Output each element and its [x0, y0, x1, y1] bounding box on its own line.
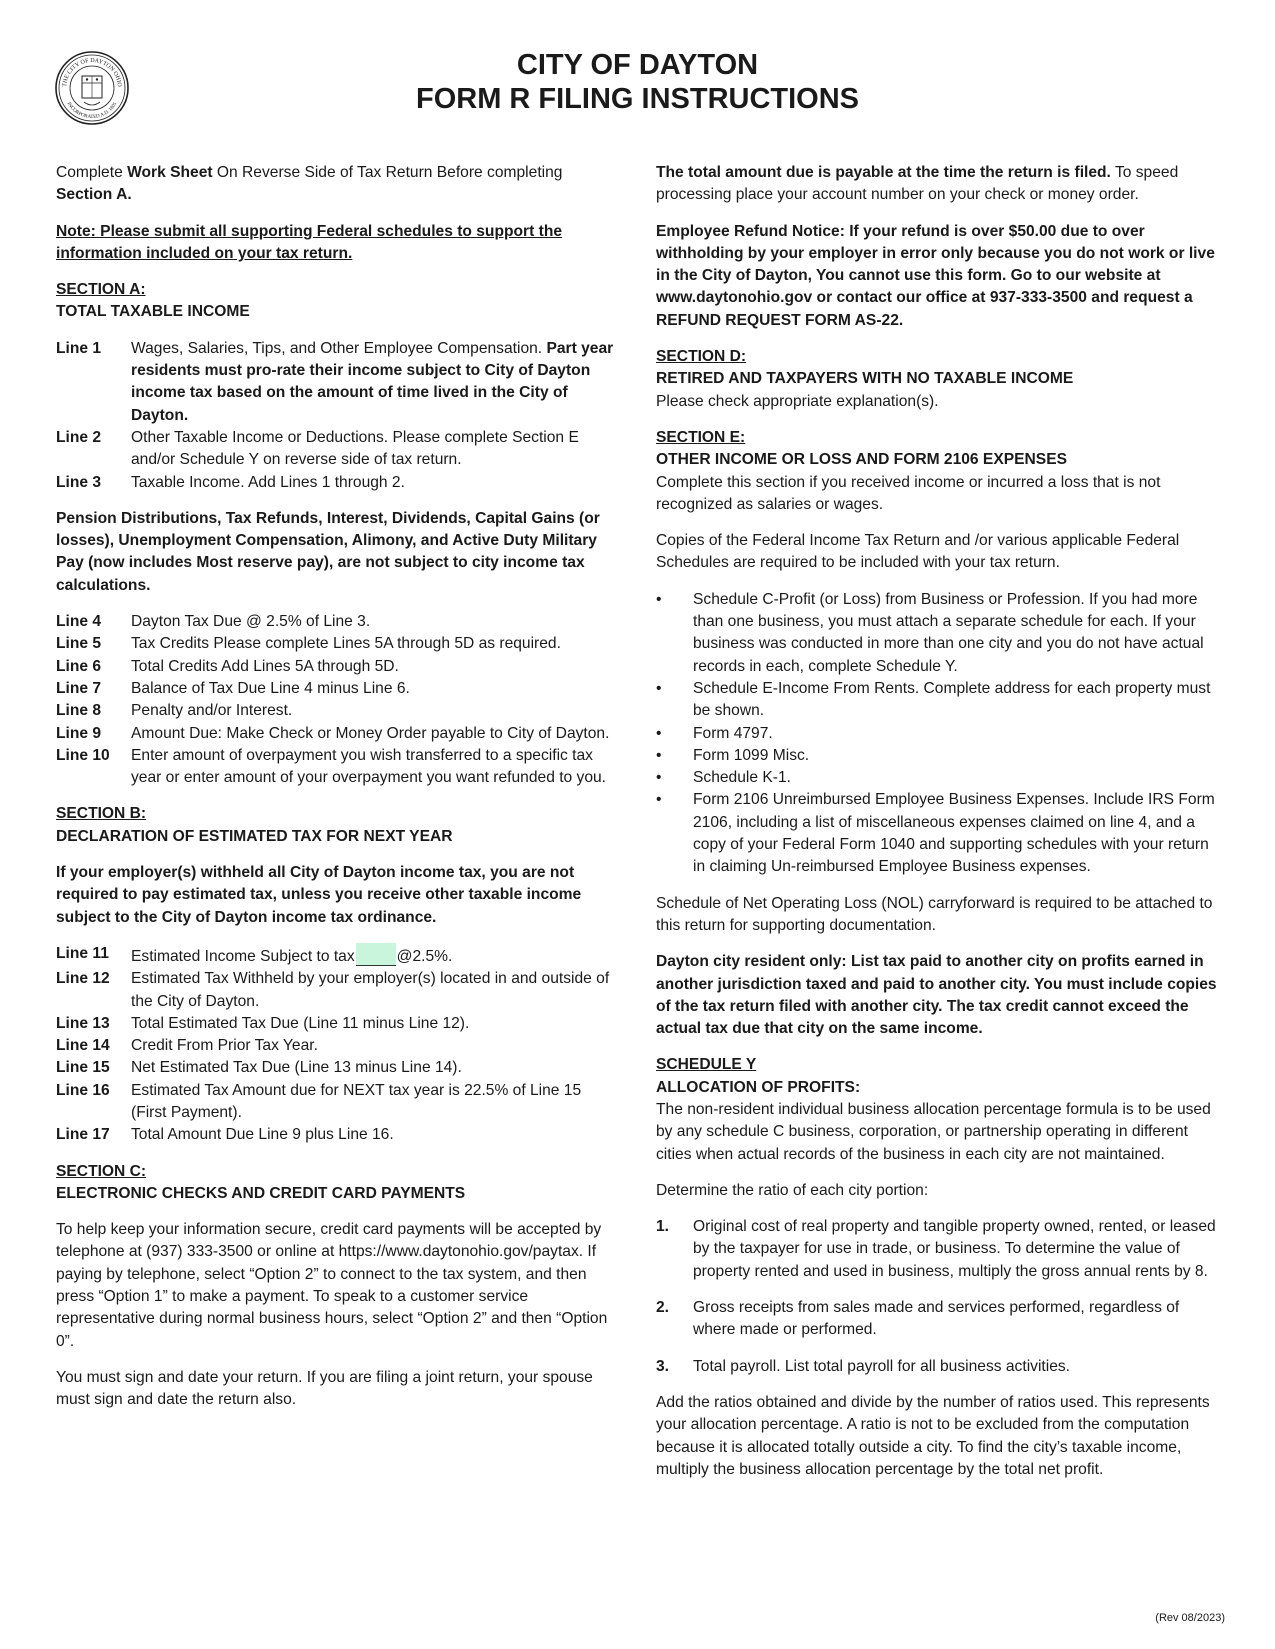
- list-item: 2. Gross receipts from sales made and services performed, regardless of where made or performed.: [656, 1299, 1180, 1339]
- section-b-heading: SECTION B: DECLARATION OF ESTIMATED TAX FOR NEXT YEAR: [56, 805, 453, 845]
- list-item: Line 13 Total Estimated Tax Due (Line 11 minus Line 12).: [56, 1014, 470, 1032]
- section-b-lines: [56, 943, 616, 1147]
- list-item: • Schedule E-Income From Rents. Complete address for each property must be shown.: [656, 679, 1211, 720]
- list-item: Line 16 Estimated Tax Amount due for NEXT tax year is 22.5% of Line 15 (First Payment).: [56, 1081, 582, 1121]
- left-column: [56, 162, 616, 1426]
- nol-note: Schedule of Net Operating Loss (NOL) carryforward is required to be attached to this return for supporting documentation.: [656, 894, 1213, 934]
- list-item: Line 10 Enter amount of overpayment you wish transferred to a specific tax year or enter amount of your overpayment you want refunded to you.: [56, 746, 607, 787]
- estimated-tax-note: If your employer(s) withheld all City of Dayton income tax, you are not required to pay estimated tax, unless you receive other taxable income subject to the City of Dayton income tax ordinance.: [56, 864, 582, 926]
- seal-text-bottom: INCORPORATED A.D. 1805: [65, 101, 119, 121]
- seal-text-top: THE CITY OF DAYTON OHIO: [61, 57, 123, 88]
- list-item: Line 9 Amount Due: Make Check or Money Order payable to City of Dayton.: [56, 724, 610, 742]
- list-item: • Schedule K-1.: [656, 769, 791, 787]
- list-item: 1. Original cost of real property and tangible property owned, rented, or leased by the taxpayer for use in trade, or business. To determine the value of property rented and used in business, multiply the gross annual rents by 8.: [656, 1218, 1216, 1280]
- section-a-lines: [56, 338, 616, 494]
- right-column: [656, 162, 1222, 1495]
- schedule-bullet-list: [656, 589, 1222, 879]
- schedule-y: SCHEDULE Y ALLOCATION OF PROFITS: The non-resident individual business allocation percentage formula is to be used by any schedule C business, corporation, or partnership operating in different cities when actual records of the business in each city are not maintained.: [656, 1056, 1211, 1163]
- list-item: Line 1 Wages, Salaries, Tips, and Other Employee Compensation. Part year residents must pro-rate their income subject to City of Dayton income tax based on the amount of time lived in the City of Dayton.: [56, 339, 614, 424]
- list-item: Line 3 Taxable Income. Add Lines 1 through 2.: [56, 473, 405, 491]
- section-d: SECTION D: RETIRED AND TAXPAYERS WITH NO TAXABLE INCOME Please check appropriate explanation(s).: [656, 348, 1074, 410]
- page-subtitle: FORM R FILING INSTRUCTIONS: [415, 83, 860, 115]
- list-item: Line 11 Estimated Income Subject to tax @2.5%.: [56, 944, 453, 965]
- section-e: SECTION E: OTHER INCOME OR LOSS AND FORM 2106 EXPENSES Complete this section if you received income or incurred a loss that is not recognized as salaries or wages.: [656, 428, 1161, 513]
- ratio-intro: Determine the ratio of each city portion:: [656, 1181, 929, 1199]
- list-item: Line 14 Credit From Prior Tax Year.: [56, 1037, 318, 1055]
- list-item: Line 15 Net Estimated Tax Due (Line 13 minus Line 14).: [56, 1059, 462, 1077]
- section-c-heading: SECTION C: ELECTRONIC CHECKS AND CREDIT CARD PAYMENTS: [56, 1162, 466, 1202]
- list-item: Line 5 Tax Credits Please complete Lines 5A through 5D as required.: [56, 635, 561, 653]
- refund-notice: Employee Refund Notice: If your refund is over $50.00 due to over withholding by your employer in error only because you do not work or live in the City of Dayton, You cannot use this form. Go to our website at www.daytonohio.gov or contact our office at 937-333-3500 and request a REFUND REQUEST FORM AS-22.: [656, 222, 1215, 329]
- signature-note: You must sign and date your return. If you are filing a joint return, your spouse must sign and date the return also.: [56, 1368, 593, 1409]
- pension-note: Pension Distributions, Tax Refunds, Interest, Dividends, Capital Gains (or losses), Unemployment Compensation, Alimony, and Active Duty Military Pay (now includes Most reserve pay), are not subject to city income tax calculations.: [56, 509, 600, 594]
- list-item: Line 6 Total Credits Add Lines 5A through 5D.: [56, 657, 399, 675]
- list-item: Line 8 Penalty and/or Interest.: [56, 702, 293, 720]
- list-item: • Schedule C-Profit (or Loss) from Business or Profession. If you had more than one business, you must attach a separate schedule for each. If your business was conducted in more than one city and you do not have actual records in each, complete Schedule Y.: [656, 590, 1204, 675]
- list-item: • Form 1099 Misc.: [656, 746, 810, 764]
- intro-paragraph: Complete Work Sheet On Reverse Side of Tax Return Before completing Section A.: [56, 164, 563, 204]
- list-item: Line 4 Dayton Tax Due @ 2.5% of Line 3.: [56, 613, 371, 631]
- payment-instructions: To help keep your information secure, credit card payments will be accepted by telephone at (937) 333-3500 or online at https://www.daytonohio.gov/paytax. If paying by telephone, select “Option 2” to connect to the tax system, and then press “Option 1” to make a payment. To speak to a customer service representative during normal business hours, select “Option 2” and then “Option 0”.: [56, 1221, 608, 1350]
- revision-date: (Rev 08/2023): [1155, 1612, 1225, 1624]
- section-a-heading: SECTION A: TOTAL TAXABLE INCOME: [56, 281, 250, 321]
- list-item: Line 2 Other Taxable Income or Deductions. Please complete Section E and/or Schedule Y on reverse side of tax return.: [56, 428, 579, 469]
- list-item: • Form 2106 Unreimbursed Employee Business Expenses. Include IRS Form 2106, including a list of miscellaneous expenses claimed on line 4, and a copy of your Federal Form 1040 and supporting schedules with your return in claiming Un-reimbursed Employee Business expenses.: [656, 791, 1215, 876]
- allocation-closing: Add the ratios obtained and divide by the number of ratios used. This represents your allocation percentage. A ratio is not to be excluded from the computation because it is allocated totally outside a city. To find the city’s taxable income, multiply the business allocation percentage by the total net profit.: [656, 1393, 1210, 1478]
- list-item: 3. Total payroll. List total payroll for all business activities.: [656, 1357, 1071, 1375]
- amount-due-note: The total amount due is payable at the time the return is filed. To speed processing place your account number on your check or money order.: [656, 164, 1179, 204]
- supporting-schedules-note: Note: Please submit all supporting Federal schedules to support the information included on your tax return.: [56, 222, 563, 262]
- list-item: • Form 4797.: [656, 724, 773, 742]
- estimated-income-input[interactable]: [356, 943, 396, 966]
- federal-copies-note: Copies of the Federal Income Tax Return and /or various applicable Federal Schedules are required to be included with your tax return.: [656, 532, 1180, 572]
- list-item: Line 12 Estimated Tax Withheld by your employer(s) located in and outside of the City of Dayton.: [56, 970, 610, 1010]
- list-item: Line 17 Total Amount Due Line 9 plus Line 16.: [56, 1126, 394, 1144]
- resident-credit-note: Dayton city resident only: List tax paid to another city on profits earned in another jurisdiction taxed and paid to another city. You must include copies of the tax return filed with another city. The tax credit cannot exceed the actual tax due that city on the same income.: [656, 953, 1217, 1038]
- list-item: Line 7 Balance of Tax Due Line 4 minus Line 6.: [56, 679, 410, 697]
- page-title: CITY OF DAYTON: [516, 49, 759, 81]
- section-a-lines-continued: [56, 611, 616, 789]
